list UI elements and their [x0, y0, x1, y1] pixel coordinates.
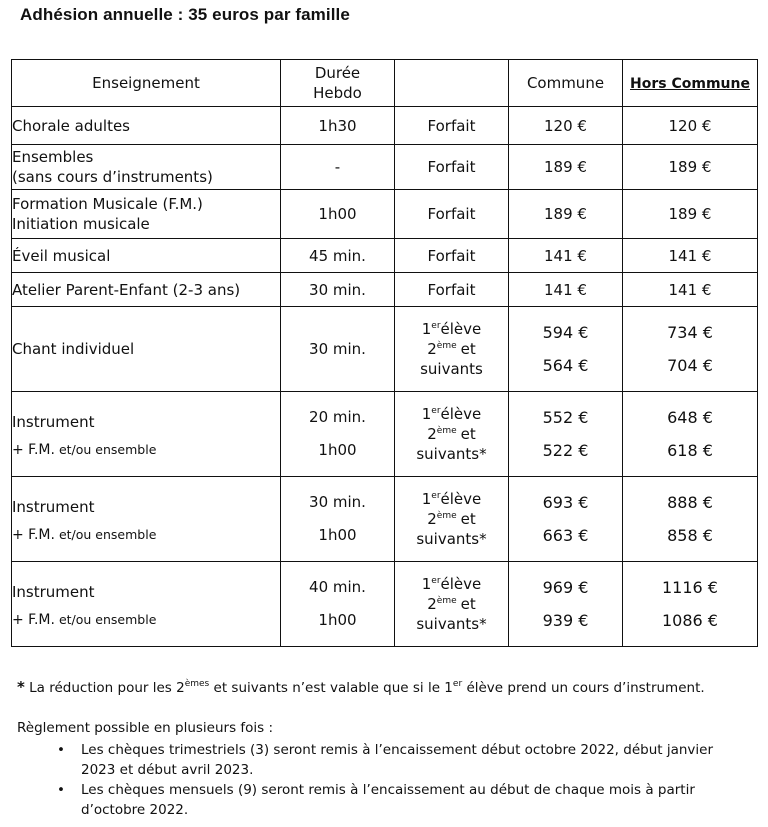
- duree-instrument: 40 min.: [309, 578, 366, 596]
- header-hors-commune: [623, 60, 758, 107]
- header-duree-line2: Hebdo: [313, 84, 362, 102]
- cell-type: [395, 562, 509, 647]
- cell-type: [395, 392, 509, 477]
- cell-enseignement: [12, 477, 281, 562]
- cell-enseignement: [12, 239, 281, 273]
- table-row: [12, 273, 758, 307]
- cell-commune: 120 €: [509, 107, 623, 145]
- ordinal-suffix: er: [431, 321, 441, 331]
- header-type: [395, 60, 509, 107]
- price-first: 648 €: [667, 408, 713, 427]
- ordinal-number: 2: [427, 510, 437, 528]
- ordinal-number: 2: [427, 340, 437, 358]
- cell-hors-commune: 120 €: [623, 107, 758, 145]
- and-word: et: [460, 510, 476, 528]
- table-row: [12, 190, 758, 239]
- footnote: [17, 678, 705, 696]
- instrument-label: Instrument: [12, 498, 95, 516]
- cell-duree: 1h30: [281, 107, 395, 145]
- cell-hors-commune: 141 €: [623, 273, 758, 307]
- price-following: 939 €: [542, 611, 589, 630]
- cell-commune: 189 €: [509, 190, 623, 239]
- ordinal-number: 1: [421, 405, 432, 423]
- price-following: 564 €: [542, 356, 589, 375]
- cell-duree: [281, 392, 395, 477]
- instrument-sub-label: [12, 523, 280, 547]
- cell-duree: 1h00: [281, 190, 395, 239]
- cell-hors-commune: [623, 392, 758, 477]
- cell-duree: 45 min.: [281, 239, 395, 273]
- reglement-heading: Règlement possible en plusieurs fois :: [17, 720, 274, 736]
- cell-enseignement: [12, 392, 281, 477]
- cell-type: Forfait: [395, 145, 509, 190]
- page-title: Adhésion annuelle : 35 euros par famille: [20, 5, 350, 24]
- cell-commune: [509, 392, 623, 477]
- cell-enseignement: [12, 107, 281, 145]
- and-word: et: [460, 595, 476, 613]
- table-row: [12, 307, 758, 392]
- following-label: suivants: [420, 360, 483, 378]
- list-item: [55, 740, 745, 780]
- bullet-icon: •: [57, 782, 65, 798]
- cell-commune: 189 €: [509, 145, 623, 190]
- cell-enseignement: [12, 273, 281, 307]
- cell-type: [395, 477, 509, 562]
- and-word: et: [460, 340, 476, 358]
- cell-enseignement: [12, 562, 281, 647]
- following-label: suivants*: [416, 445, 487, 463]
- list-item: [55, 780, 745, 820]
- student-word: élève: [440, 490, 482, 508]
- cell-commune: 141 €: [509, 273, 623, 307]
- ordinal-number: 1: [421, 320, 432, 338]
- enseignement-line: Ensembles: [12, 148, 94, 166]
- table-row: [12, 145, 758, 190]
- price-first: 693 €: [542, 493, 589, 512]
- cell-type: Forfait: [395, 190, 509, 239]
- cell-hors-commune: [623, 477, 758, 562]
- header-commune: Commune: [509, 60, 623, 107]
- cell-hors-commune: [623, 562, 758, 647]
- ordinal-suffix: ème: [436, 511, 457, 521]
- cell-type: Forfait: [395, 239, 509, 273]
- price-following: 663 €: [542, 526, 589, 545]
- footnote-text-2: et suivants n’est valable que si le 1: [209, 680, 453, 696]
- price-first: 734 €: [667, 323, 713, 342]
- fm-label: + F.M.: [12, 527, 55, 543]
- price-following: 618 €: [667, 441, 713, 460]
- table-row: [12, 239, 758, 273]
- ensemble-label: et/ou ensemble: [54, 442, 157, 457]
- second-student-label: [395, 509, 508, 529]
- price-first: 552 €: [542, 408, 589, 427]
- first-student-label: [395, 404, 508, 424]
- cell-commune: [509, 477, 623, 562]
- following-label: suivants*: [416, 530, 487, 548]
- student-word: élève: [440, 575, 482, 593]
- first-student-label: [395, 319, 508, 339]
- cell-commune: [509, 307, 623, 392]
- ordinal-suffix: er: [431, 491, 441, 501]
- ordinal-suffix: er: [431, 406, 441, 416]
- ordinal-suffix: ème: [436, 426, 457, 436]
- price-first: 888 €: [667, 493, 713, 512]
- header-duree: [281, 60, 395, 107]
- cell-enseignement: [12, 145, 281, 190]
- duree-fm: 1h00: [318, 611, 357, 629]
- header-hors-commune-label: Hors Commune: [630, 75, 750, 92]
- enseignement-line: (sans cours d’instruments): [12, 168, 213, 186]
- cell-type: Forfait: [395, 273, 509, 307]
- cell-type: Forfait: [395, 107, 509, 145]
- enseignement-line: Initiation musicale: [12, 215, 150, 233]
- price-following: 858 €: [667, 526, 713, 545]
- cell-hors-commune: 189 €: [623, 145, 758, 190]
- duree-instrument: 30 min.: [309, 493, 366, 511]
- enseignement-line: Chorale adultes: [12, 116, 130, 135]
- and-word: et: [460, 425, 476, 443]
- enseignement-line: Éveil musical: [12, 246, 111, 265]
- cell-hors-commune: [623, 307, 758, 392]
- footnote-text-1: La réduction pour les 2: [24, 680, 185, 696]
- following-label: suivants*: [416, 615, 487, 633]
- ordinal-number: 2: [427, 425, 437, 443]
- footnote-star: *: [17, 678, 25, 696]
- table-row: [12, 392, 758, 477]
- student-word: élève: [440, 405, 482, 423]
- ensemble-label: et/ou ensemble: [54, 527, 157, 542]
- price-first: 969 €: [542, 578, 589, 597]
- cell-duree: [281, 477, 395, 562]
- cell-hors-commune: 189 €: [623, 190, 758, 239]
- duree-instrument: 20 min.: [309, 408, 366, 426]
- table-row: [12, 562, 758, 647]
- cell-duree: 30 min.: [281, 307, 395, 392]
- footnote-sup-1: èmes: [184, 679, 210, 689]
- enseignement-line: Atelier Parent-Enfant (2-3 ans): [12, 280, 241, 299]
- duree-fm: 1h00: [318, 526, 357, 544]
- tarifs-table: [11, 59, 758, 647]
- reglement-list: [55, 740, 745, 820]
- student-word: élève: [440, 320, 482, 338]
- list-item-text: Les chèques trimestriels (3) seront remis à l’encaissement début octobre 2022, début janvier 2023 et début avril 2023.: [81, 742, 714, 778]
- first-student-label: [395, 574, 508, 594]
- table-row: [12, 477, 758, 562]
- ordinal-suffix: er: [431, 576, 441, 586]
- ordinal-number: 1: [421, 575, 432, 593]
- ordinal-number: 2: [427, 595, 437, 613]
- instrument-label: Instrument: [12, 583, 95, 601]
- footnote-sup-2: er: [452, 679, 463, 689]
- ordinal-suffix: ème: [436, 341, 457, 351]
- ordinal-suffix: ème: [436, 596, 457, 606]
- cell-enseignement: Chant individuel: [12, 307, 281, 392]
- list-item-text: Les chèques mensuels (9) seront remis à l’encaissement au début de chaque mois à partir d’octobre 2022.: [81, 782, 695, 818]
- instrument-sub-label: [12, 608, 280, 632]
- table-header-row: [12, 60, 758, 107]
- ordinal-number: 1: [421, 490, 432, 508]
- enseignement-line: Formation Musicale (F.M.): [12, 195, 203, 213]
- first-student-label: [395, 489, 508, 509]
- instrument-sub-label: [12, 438, 280, 462]
- price-following: 704 €: [667, 356, 713, 375]
- ensemble-label: et/ou ensemble: [54, 612, 157, 627]
- cell-enseignement: [12, 190, 281, 239]
- cell-type: [395, 307, 509, 392]
- cell-duree: 30 min.: [281, 273, 395, 307]
- cell-commune: [509, 562, 623, 647]
- header-enseignement: Enseignement: [12, 60, 281, 107]
- second-student-label: [395, 424, 508, 444]
- header-duree-line1: Durée: [314, 64, 361, 82]
- duree-fm: 1h00: [318, 441, 357, 459]
- bullet-icon: •: [57, 742, 65, 758]
- instrument-label: Instrument: [12, 413, 95, 431]
- price-first: 594 €: [542, 323, 589, 342]
- cell-hors-commune: 141 €: [623, 239, 758, 273]
- second-student-label: [395, 339, 508, 359]
- footnote-text-3: élève prend un cours d’instrument.: [462, 680, 705, 696]
- table-row: [12, 107, 758, 145]
- fm-label: + F.M.: [12, 612, 55, 628]
- cell-duree: [281, 562, 395, 647]
- cell-commune: 141 €: [509, 239, 623, 273]
- price-first: 1116 €: [662, 578, 718, 597]
- price-following: 1086 €: [662, 611, 718, 630]
- cell-duree: -: [281, 145, 395, 190]
- fm-label: + F.M.: [12, 442, 55, 458]
- price-following: 522 €: [542, 441, 589, 460]
- second-student-label: [395, 594, 508, 614]
